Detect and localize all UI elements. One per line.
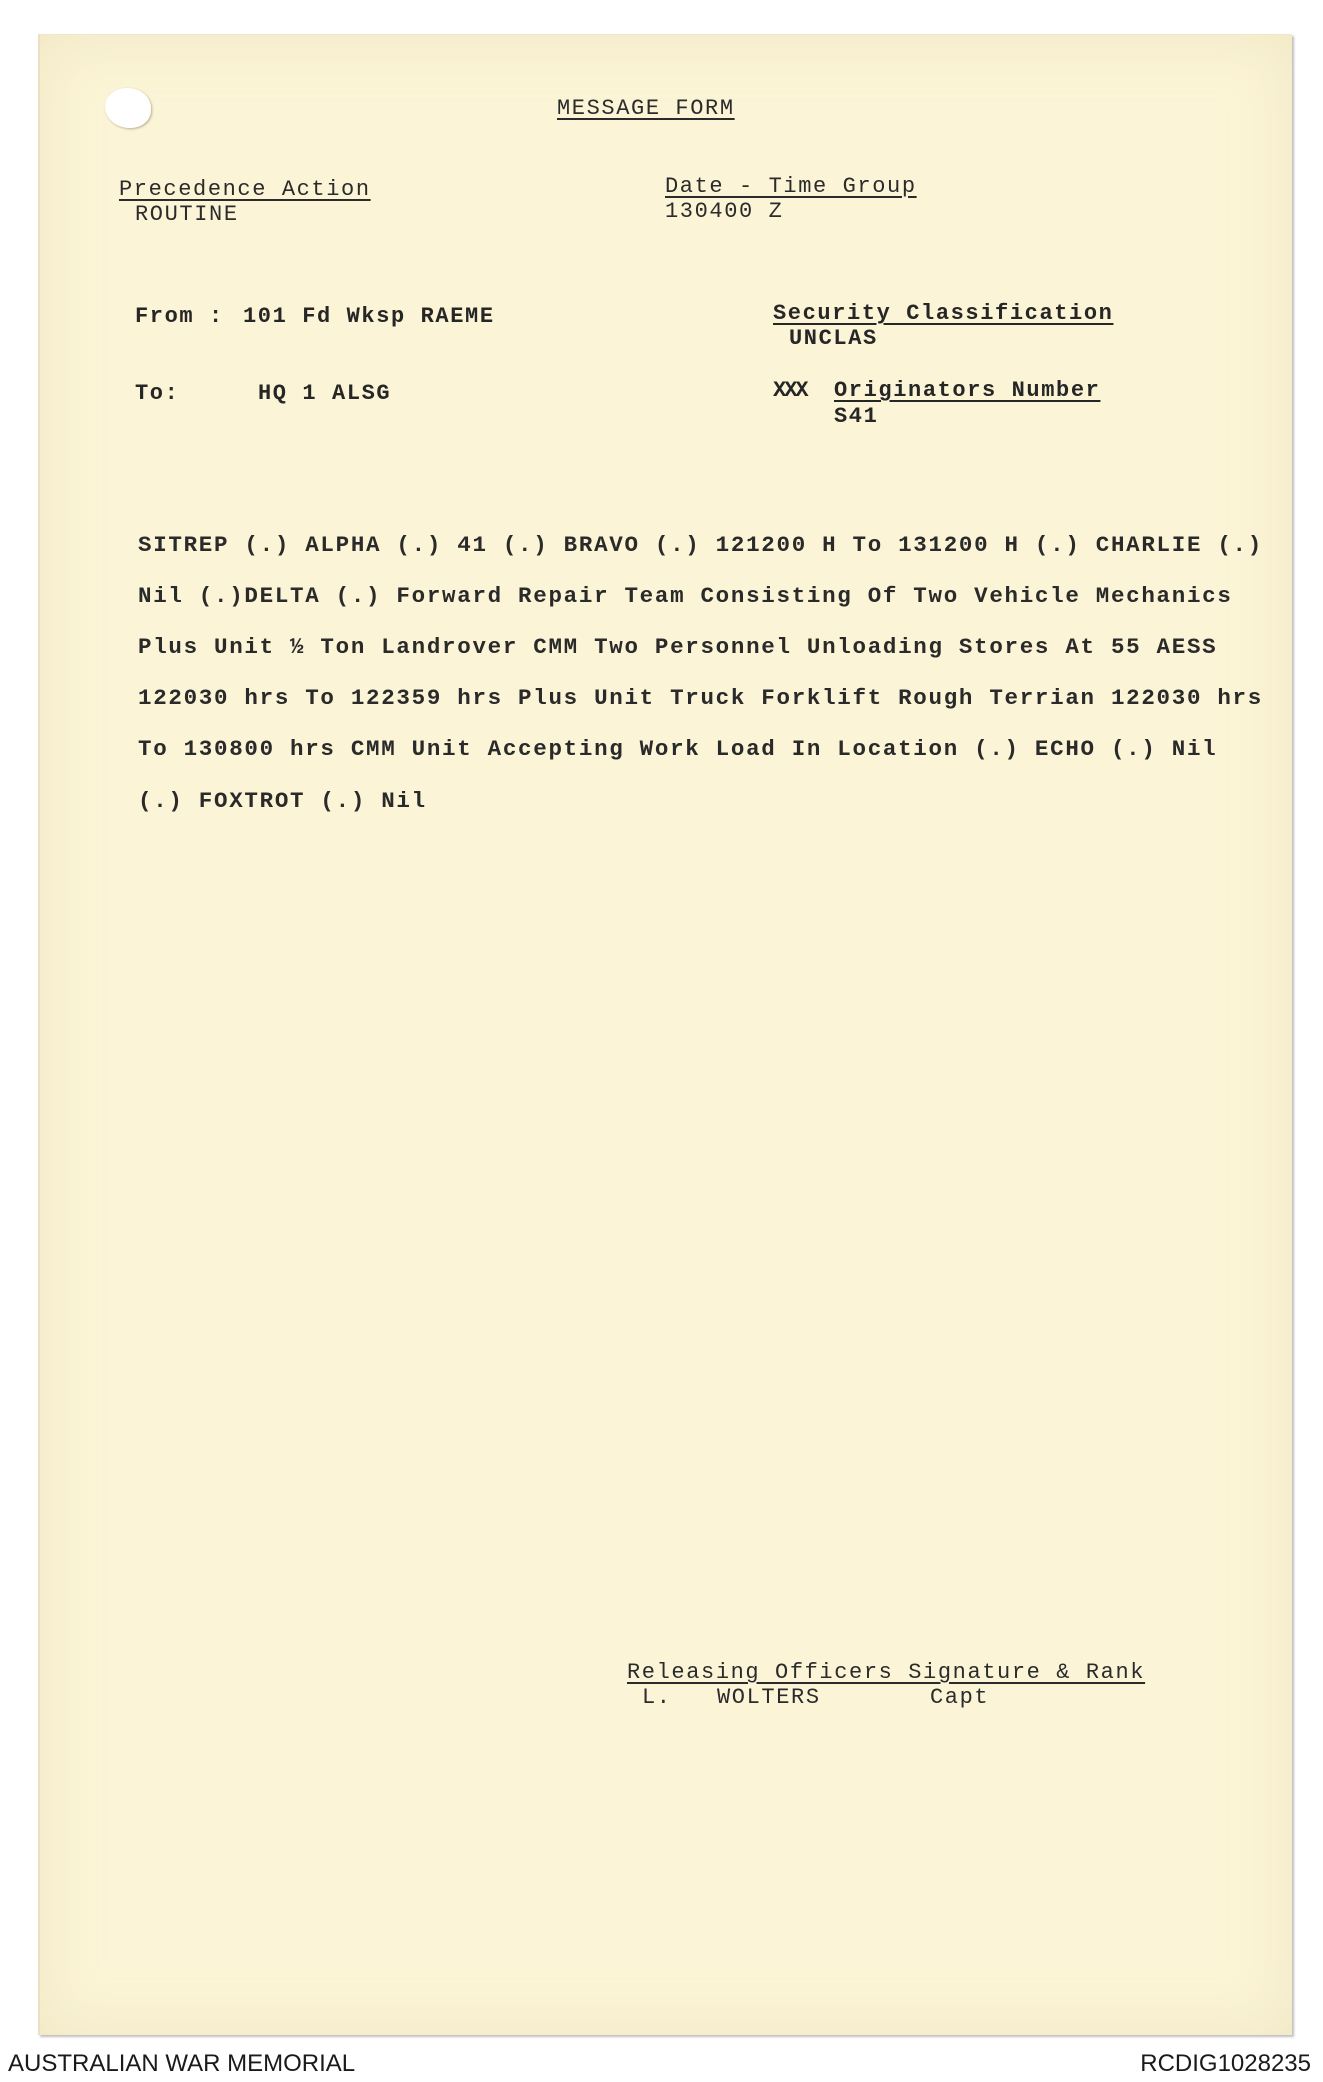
to-value: HQ 1 ALSG	[258, 381, 392, 406]
message-line-3: Plus Unit ½ Ton Landrover CMM Two Personnel Unloading Stores At 55 AESS	[138, 634, 1218, 660]
struck-out-prefix: XXX	[773, 378, 807, 403]
to-label: To:	[135, 381, 180, 406]
message-line-5: To 130800 hrs CMM Unit Accepting Work Load In Location (.) ECHO (.) Nil	[138, 736, 1218, 762]
security-classification-label: Security Classification	[773, 301, 1114, 326]
security-classification-value: UNCLAS	[789, 326, 878, 351]
date-time-group-label: Date - Time Group	[665, 174, 917, 199]
signature-initial: L.	[642, 1685, 672, 1710]
from-label: From :	[135, 304, 224, 329]
originators-number-value: S41	[834, 404, 879, 429]
form-title: MESSAGE FORM	[557, 96, 735, 121]
punch-hole	[105, 88, 151, 128]
precedence-value: ROUTINE	[135, 202, 239, 227]
footer-archive-name: AUSTRALIAN WAR MEMORIAL	[8, 2050, 356, 2077]
from-value: 101 Fd Wksp RAEME	[243, 304, 495, 329]
signature-name: WOLTERS	[717, 1685, 821, 1710]
precedence-label: Precedence Action	[119, 177, 371, 202]
releasing-officer-label: Releasing Officers Signature & Rank	[627, 1660, 1146, 1685]
message-line-6: (.) FOXTROT (.) Nil	[138, 788, 427, 814]
originators-number-label: Originators Number	[834, 378, 1101, 403]
message-line-2: Nil (.)DELTA (.) Forward Repair Team Consisting Of Two Vehicle Mechanics	[138, 583, 1233, 609]
signature-rank: Capt	[930, 1685, 990, 1710]
document-page	[38, 34, 1292, 2035]
footer-record-id: RCDIG1028235	[1140, 2050, 1311, 2077]
message-line-4: 122030 hrs To 122359 hrs Plus Unit Truck Forklift Rough Terrian 122030 hrs	[138, 685, 1263, 711]
date-time-group-value: 130400 Z	[665, 199, 784, 224]
message-line-1: SITREP (.) ALPHA (.) 41 (.) BRAVO (.) 121200 H To 131200 H (.) CHARLIE (.)	[138, 532, 1263, 558]
